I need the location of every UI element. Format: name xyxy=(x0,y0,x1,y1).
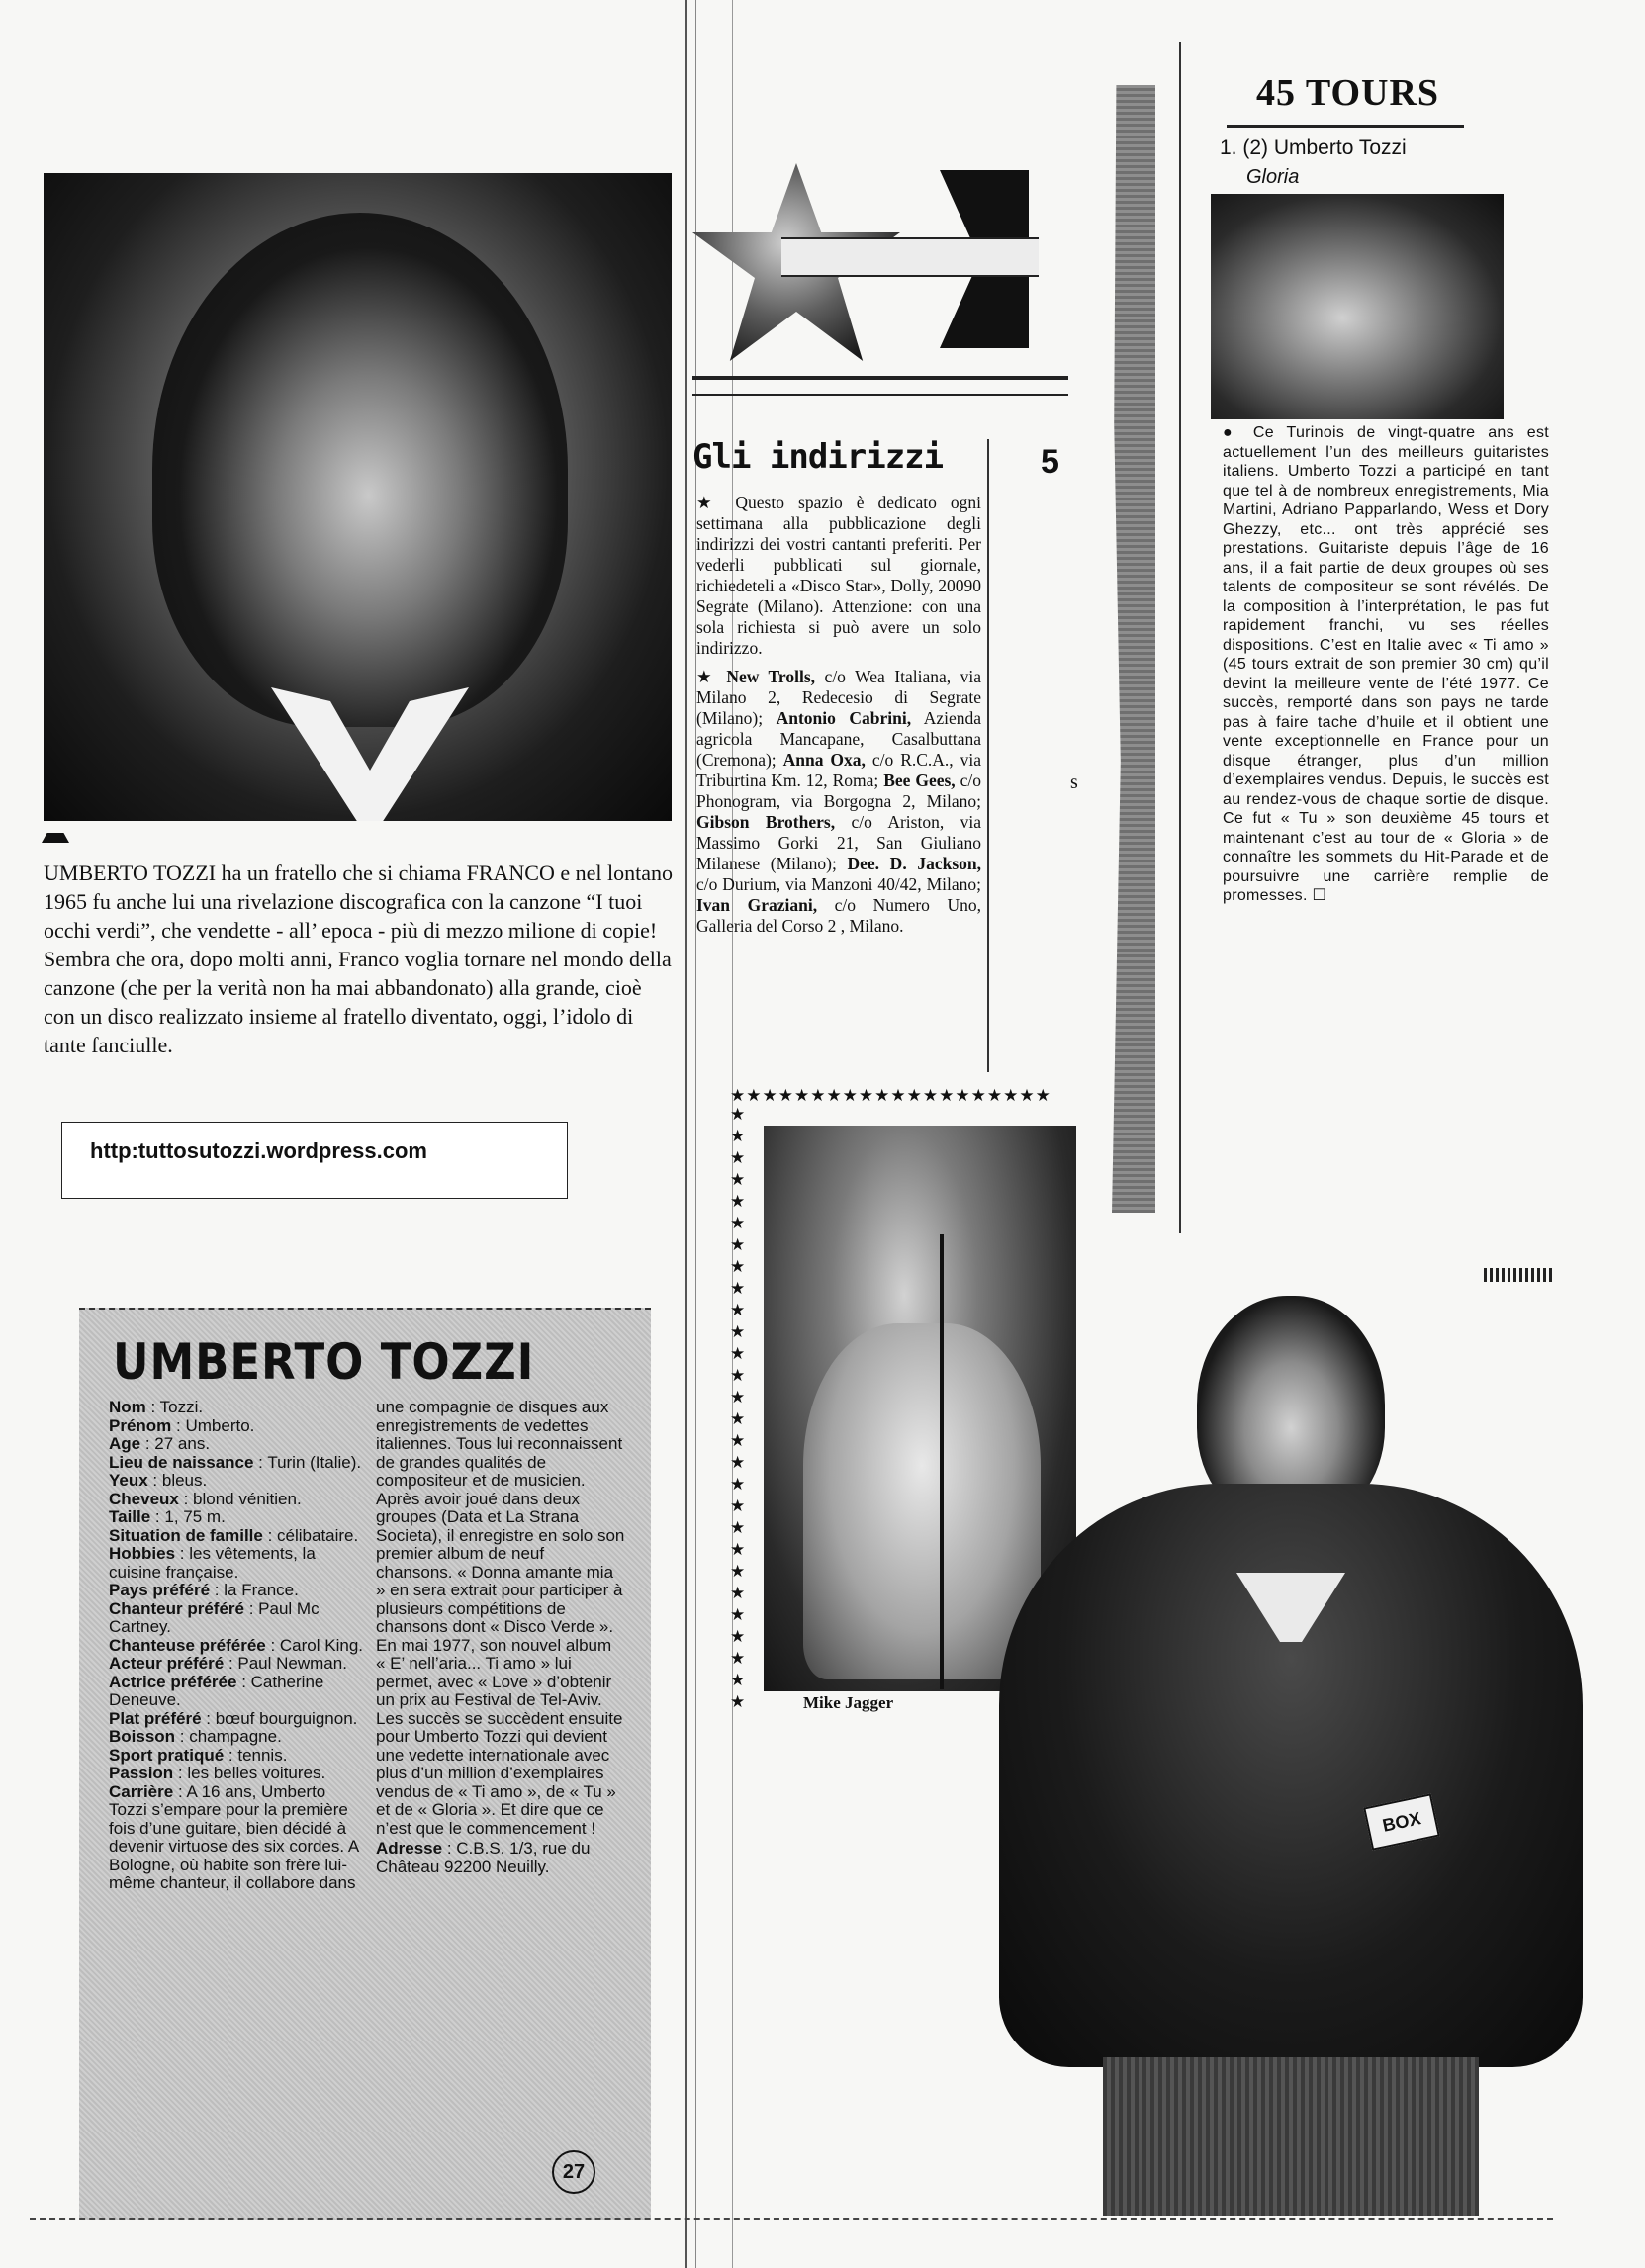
field-value: : Umberto. xyxy=(171,1415,255,1435)
field-label: Boisson xyxy=(109,1727,176,1746)
field-row xyxy=(109,1417,364,1436)
arrow-band xyxy=(781,237,1039,277)
entry-name: Anna Oxa, xyxy=(782,750,866,770)
entry-name: New Trolls, xyxy=(726,667,816,686)
field-label: Chanteur préféré xyxy=(109,1598,244,1618)
entry-address: c/o Ariston, via Massimo Gorki 21, San Giuliano Milanese (Milano); xyxy=(696,812,982,873)
portrait-hair-shape xyxy=(152,213,568,727)
field-value: : Turin (Italie). xyxy=(253,1452,362,1472)
field-row xyxy=(109,1637,364,1656)
indirizzi-title: Gli indirizzi xyxy=(692,437,944,477)
field-value: : Catherine Deneuve. xyxy=(109,1672,324,1709)
torn-strip xyxy=(1112,85,1155,1213)
field-row xyxy=(109,1655,364,1674)
indirizzi-side-number: 5 xyxy=(1041,443,1059,481)
entry-address: c/o Durium, via Manzoni 40/42, Milano; xyxy=(696,874,981,894)
field-value: : 1, 75 m. xyxy=(150,1507,226,1526)
url-text[interactable]: http:tuttosutozzi.wordpress.com xyxy=(90,1138,427,1163)
field-value: : C.B.S. 1/3, rue du Château 92200 Neuilly. xyxy=(376,1839,591,1876)
field-label: Actrice préférée xyxy=(109,1672,237,1691)
field-label: Yeux xyxy=(109,1471,148,1490)
field-value: : tennis. xyxy=(224,1745,288,1765)
clipping-col1 xyxy=(109,1399,364,1893)
standing-photo-umberto xyxy=(989,1296,1602,2216)
indirizzi-intro: ★ Questo spazio è dedicato ogni settimana alla pubblicazione degli indirizzi dei vostri cantanti preferiti. Per vederli pubblicati sul giornale, richiedeteli a «Disco Star», Dolly, 20090 Segrate (Milano). Attenzione: con una sola richiesta si può avere un solo indirizzo. xyxy=(696,493,981,658)
field-row xyxy=(109,1545,364,1582)
field-label: Situation de famille xyxy=(109,1525,263,1545)
tours-left-rule xyxy=(1179,42,1181,1233)
field-row xyxy=(109,1582,364,1600)
star-border-left: ★ ★ ★ ★ ★ ★ ★ ★ ★ ★ ★ ★ ★ ★ ★ ★ ★ ★ ★ ★ ★ ★ ★ ★ ★ ★ ★ ★ xyxy=(730,1105,747,1711)
field-row xyxy=(109,1783,364,1893)
field-row xyxy=(109,1454,364,1473)
field-value: : les belles voitures. xyxy=(173,1764,326,1782)
field-row xyxy=(109,1435,364,1454)
jagger-caption: Mike Jagger xyxy=(803,1693,894,1712)
bottom-dashed-rule xyxy=(30,2218,1553,2220)
tours-article: ● Ce Turinois de vingt-quatre ans est actuellement l’un des meilleurs guitaristes italiens. Umberto Tozzi a participé en tant que tel à de nombreux enregistrements, Mia Martini, Adriano Papparlando, Wess et Dory Ghezzy, etc... ont très apprécié ses prestations. Guitariste depuis l’âge de 16 ans, il a fait partie de deux groupes où ses talents de compositeur se sont révélés. De la composition à l’interprétation, le pas fut rapidement franchi, vu ses réelles dispositions. C’est en Italie avec « Ti amo » (45 tours extrait de son premier 30 cm) qu’il devint la meilleure vente de l’été 1977. Ce succès, remporté dans son pays ne tarde pas à faire tache d’huile et il obtient une vente exceptionnelle en France pour un disque étranger, plus d’un million d’exemplaires vendus. Depuis, le succès est au rendez-vous de chaque sortie de disque. Ce fut « Tu » son deuxième 45 tours et maintenant c’est au tour de « Gloria » de connaître les sommets du Hit-Parade et de poursuivre une carrière remplie de promesses. ☐ xyxy=(1223,424,1549,904)
field-label: Chanteuse préférée xyxy=(109,1635,266,1655)
tours-song: Gloria xyxy=(1246,166,1300,188)
entry-address: c/o R.C.A., via Triburtina Km. 12, Roma; xyxy=(696,750,982,790)
entry-address: c/o Wea Italiana, via Milano 2, Redecesio di Segrate (Milano); xyxy=(696,667,981,728)
tours-rank: 1. (2) Umberto Tozzi xyxy=(1220,136,1407,159)
field-value: : les vêtements, la cuisine française. xyxy=(109,1544,316,1582)
field-label: Acteur préféré xyxy=(109,1654,225,1673)
entry-address: c/o Phonogram, via Borgogna 2, Milano; xyxy=(696,771,981,811)
left-caption: UMBERTO TOZZI ha un fratello che si chiama FRANCO e nel lontano 1965 fu anche lui una rivelazione discografica con la canzone “I tuoi occhi verdi”, che vendette - all’ epoca - più di mezzo milione di copie! Sembra che ora, dopo molti anni, Franco voglia tornare nel mondo della canzone (che per la verità non ha mai abbandonato) alla grande, cioè con un disco realizzato insieme al fratello diventato, oggi, l’idolo di tante fanciulle. xyxy=(44,861,673,1057)
fold-line xyxy=(685,0,687,2268)
field-row xyxy=(109,1728,364,1747)
page-number: 27 xyxy=(562,2161,586,2183)
field-label: Carrière xyxy=(109,1781,174,1801)
page-number-badge xyxy=(552,2150,595,2194)
star-border-top: ★★★★★★★★★★★★★★★★★★★★ xyxy=(730,1086,1051,1105)
field-value: : Paul Newman. xyxy=(224,1654,347,1673)
tours-header: 45 TOURS xyxy=(1256,72,1440,114)
entry-address: Azienda agricola Mancapane, Casalbuttana (Cremona); xyxy=(696,708,981,770)
entry-name: Ivan Graziani, xyxy=(696,895,818,915)
profile-clipping xyxy=(79,1308,651,2220)
clipping-col2 xyxy=(376,1399,625,1876)
field-value: : la France. xyxy=(210,1581,299,1599)
caption-marker xyxy=(42,833,69,843)
field-label: Hobbies xyxy=(109,1544,176,1563)
entry-name: Gibson Brothers, xyxy=(696,812,836,832)
small-fragment-text xyxy=(1484,1268,1553,1282)
field-label: Adresse xyxy=(376,1839,443,1858)
field-label: Lieu de naissance xyxy=(109,1452,254,1472)
jeans-shape xyxy=(1103,2057,1479,2216)
entry-address: c/o Numero Uno, Galleria del Corso 2 , Milano. xyxy=(696,895,981,936)
field-label: Sport pratiqué xyxy=(109,1745,225,1765)
field-row xyxy=(109,1765,364,1783)
microphone-stand xyxy=(940,1234,944,1689)
field-label: Age xyxy=(109,1434,141,1453)
box-badge-text: BOX xyxy=(1380,1808,1423,1836)
field-label: Passion xyxy=(109,1764,174,1782)
field-row xyxy=(109,1399,364,1417)
url-box[interactable] xyxy=(61,1122,568,1199)
field-value: : bleus. xyxy=(147,1471,208,1490)
field-row xyxy=(109,1527,364,1546)
field-row xyxy=(109,1600,364,1637)
field-row xyxy=(109,1508,364,1527)
field-value: : Carol King. xyxy=(265,1635,363,1655)
tours-header-rule xyxy=(1227,125,1464,128)
field-value: : A 16 ans, Umberto Tozzi s’empare pour la première fois d’une guitare, bien décidé à devenir virtuose des six cordes. A Bologne, où habite son frère lui-même chanteur, il collabore dans xyxy=(109,1781,359,1892)
field-row xyxy=(376,1840,625,1876)
field-label: Prénom xyxy=(109,1415,172,1435)
field-label: Nom xyxy=(109,1398,146,1416)
field-row xyxy=(109,1472,364,1491)
field-label: Plat préféré xyxy=(109,1708,202,1728)
field-value: : Tozzi. xyxy=(145,1398,204,1416)
field-value: : 27 ans. xyxy=(140,1434,211,1453)
clipping-title: UMBERTO TOZZI xyxy=(113,1333,535,1391)
entry-name: Bee Gees, xyxy=(883,771,956,790)
field-value: : célibataire. xyxy=(262,1525,359,1545)
field-row xyxy=(109,1491,364,1509)
field-row xyxy=(109,1747,364,1766)
fold-line-2 xyxy=(695,0,696,2268)
field-row xyxy=(109,1674,364,1710)
jacket-shape xyxy=(999,1484,1583,2067)
tozzi-small-photo xyxy=(1211,194,1504,419)
field-value: : blond vénitien. xyxy=(178,1489,302,1508)
clipping-col2-text: une compagnie de disques aux enregistrements de vedettes italiennes. Tous lui reconnaissent de grandes qualités de compositeur et de musicien. Après avoir joué dans deux groupes (Data et La Strana Societa), il enregistre en solo son premier album de neuf chansons. « Donna amante mia » en sera extrait pour participer à plusieurs compétitions de chansons dont « Disco Verde ». En mai 1977, son nouvel album « E’ nell’aria... Ti amo » lui permet, avec « Love » d’obtenir un prix au Festival de Tel-Aviv. Les succès se succèdent ensuite pour Umberto Tozzi qui devient une vedette internationale avec plus d’un million d’exemplaires vendus de « Ti amo », de « Tu » et de « Gloria ». Et dire que ce n’est que le commencement ! xyxy=(376,1398,625,1838)
field-value: : Paul Mc Cartney. xyxy=(109,1598,320,1636)
field-label: Taille xyxy=(109,1507,151,1526)
field-row xyxy=(109,1710,364,1729)
indirizzi-body xyxy=(696,493,981,937)
rule-top-center-2 xyxy=(692,394,1068,396)
rule-top-center xyxy=(692,376,1068,380)
indirizzi-border xyxy=(987,439,989,1072)
field-value: : champagne. xyxy=(175,1727,282,1746)
indirizzi-entries: ★ New Trolls, c/o Wea Italiana, via Milano 2, Redecesio di Segrate (Milano); Antonio Cabrini, Azienda agricola Mancapane, Casalbuttana (Cremona); Anna Oxa, c/o R.C.A., via Triburtina Km. 12, Roma; Bee Gees, c/o Phonogram, via Borgogna 2, Milano; Gibson Brothers, c/o Ariston, via Massimo Gorki 21, San Giuliano Milanese (Milano); Dee. D. Jackson, c/o Durium, via Manzoni 40/42, Milano; Ivan Graziani, c/o Numero Uno, Galleria del Corso 2 , Milano. xyxy=(696,667,982,936)
field-value: : bœuf bourguignon. xyxy=(201,1708,358,1728)
field-label: Cheveux xyxy=(109,1489,179,1508)
entry-name: Dee. D. Jackson, xyxy=(847,854,982,873)
entry-name: Antonio Cabrini, xyxy=(776,708,912,728)
portrait-photo-umberto xyxy=(44,173,672,821)
field-label: Pays préféré xyxy=(109,1581,211,1599)
indirizzi-side-letter: s xyxy=(1070,771,1078,793)
